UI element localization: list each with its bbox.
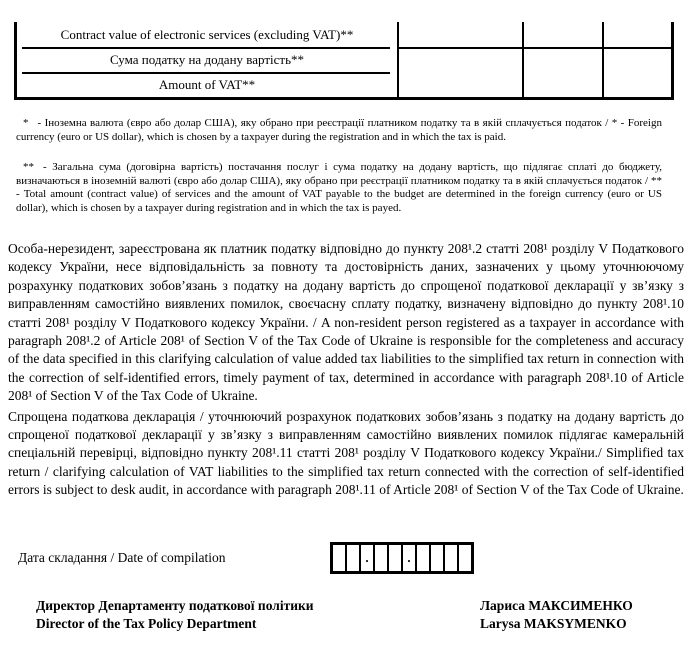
table-border-right (671, 22, 674, 100)
signatory-name-en: Larysa MAKSYMENKO (480, 616, 627, 631)
signatory-name-block (480, 597, 685, 633)
date-cell-month-2[interactable] (389, 545, 403, 571)
footnote-text: - Загальна сума (договірна вартість) постачання послуг і сума податку на додану вартість, що підлягає сплаті до бюджету, визначаються в іноземній валюті (євро або долар США), яку обрано при реєстрації платником податку та в якій сплачується податок / ** - Total amount (contract value) of services and the amount of VAT payable to the budget are determined in the foreign currency (euro or US dollar), which is chosen by a taxpayer during registration and in which the tax is payed. (16, 161, 662, 214)
date-cell-year-4[interactable] (459, 545, 471, 571)
table-cell-r1c3[interactable] (604, 22, 671, 47)
signatory-name-uk: Лариса МАКСИМЕНКО (480, 598, 633, 613)
table-row-label-vat-amount-en: Amount of VAT** (158, 77, 256, 92)
table-row-label-vat-sum-uk: Сума податку на додану вартість** (109, 52, 305, 67)
signatory-title-en: Director of the Tax Policy Department (36, 616, 257, 631)
footnote-single-asterisk (16, 117, 662, 144)
date-cell-day-1[interactable] (333, 545, 347, 571)
table-hline-label-2 (22, 72, 390, 74)
footnote-marker: * (23, 117, 29, 129)
date-cell-separator-1: . (361, 545, 375, 571)
table-cell-r2c2[interactable] (524, 49, 602, 97)
footnote-double-asterisk (16, 161, 662, 215)
table-cell-r1c1[interactable] (399, 22, 522, 47)
table-row-label-contract-value: Contract value of electronic services (excluding VAT)** (60, 27, 354, 42)
footnotes-block (16, 117, 662, 215)
date-cell-year-1[interactable] (417, 545, 431, 571)
table-hline-label-1 (22, 47, 390, 49)
signatory-title-block (36, 597, 456, 633)
table-cell-r1c2[interactable] (524, 22, 602, 47)
desk-audit-paragraph: Спрощена податкова декларація / уточнюючий розрахунок податкових зобов’язань з податку на додану вартість до спрощеної податкової декларації у зв’язку з виправленням самостійно виявлених помилок підлягає камеральній спеціальній перевірці, відповідно пункту 208¹.11 статті 208¹ розділу V Податкового кодексу України./ Simplified tax return / clarifying calculation of VAT liabilities to the simplified tax return connected with the correction of self-identified errors is subject to desk audit, in accordance with paragraph 208¹.11 of Article 208¹ of Section V of the Tax Code of Ukraine. (8, 408, 684, 498)
signatory-title-uk: Директор Департаменту податкової політики (36, 598, 314, 613)
date-cell-year-2[interactable] (431, 545, 445, 571)
table-cell-r2c3[interactable] (604, 49, 671, 97)
date-cell-month-1[interactable] (375, 545, 389, 571)
date-cell-year-3[interactable] (445, 545, 459, 571)
body-text-block (8, 240, 684, 500)
date-of-compilation-label: Дата складання / Date of compilation (18, 550, 226, 565)
date-input-boxes (330, 542, 474, 574)
date-cell-day-2[interactable] (347, 545, 361, 571)
date-cell-separator-2: . (403, 545, 417, 571)
liability-paragraph: Особа-нерезидент, зареєстрована як платник податку відповідно до пункту 208¹.2 статті 208¹ розділу V Податкового кодексу України, несе відповідальність за повноту та достовірність даних, зазначених у цьому уточнюючому розрахунку податкових зобов’язань з податку на додану вартість до спрощеної податкової декларації у зв’язку з виправленням самостійно виявлених помилок, своєчасну сплату податку, визначену відповідно до пункту 208¹.10 статті 208¹ розділу V Податкового кодексу України. / A non-resident person registered as a taxpayer in accordance with paragraph 208¹.2 of Article 208¹ of Section V of the Tax Code of Ukraine is responsible for the completeness and accuracy of the data specified in this clarifying calculation of value added tax liabilities to the simplified tax return in connection with the correction of self-identified errors, timely payment of tax, determined in accordance with paragraph 208¹.10 of Article 208¹ of Section V of the Tax Code of Ukraine. (8, 241, 684, 404)
table-cell-r2c1[interactable] (399, 49, 522, 97)
footnote-text: - Іноземна валюта (євро або долар США), яку обрано при реєстрації платником податку та в якій сплачується податок / * - Foreign currency (euro or US dollar), which is chosen by a taxpayer during the registration and in which the tax is paid. (16, 117, 662, 143)
footnote-marker: ** (23, 161, 34, 173)
table-border-bottom (14, 97, 674, 100)
